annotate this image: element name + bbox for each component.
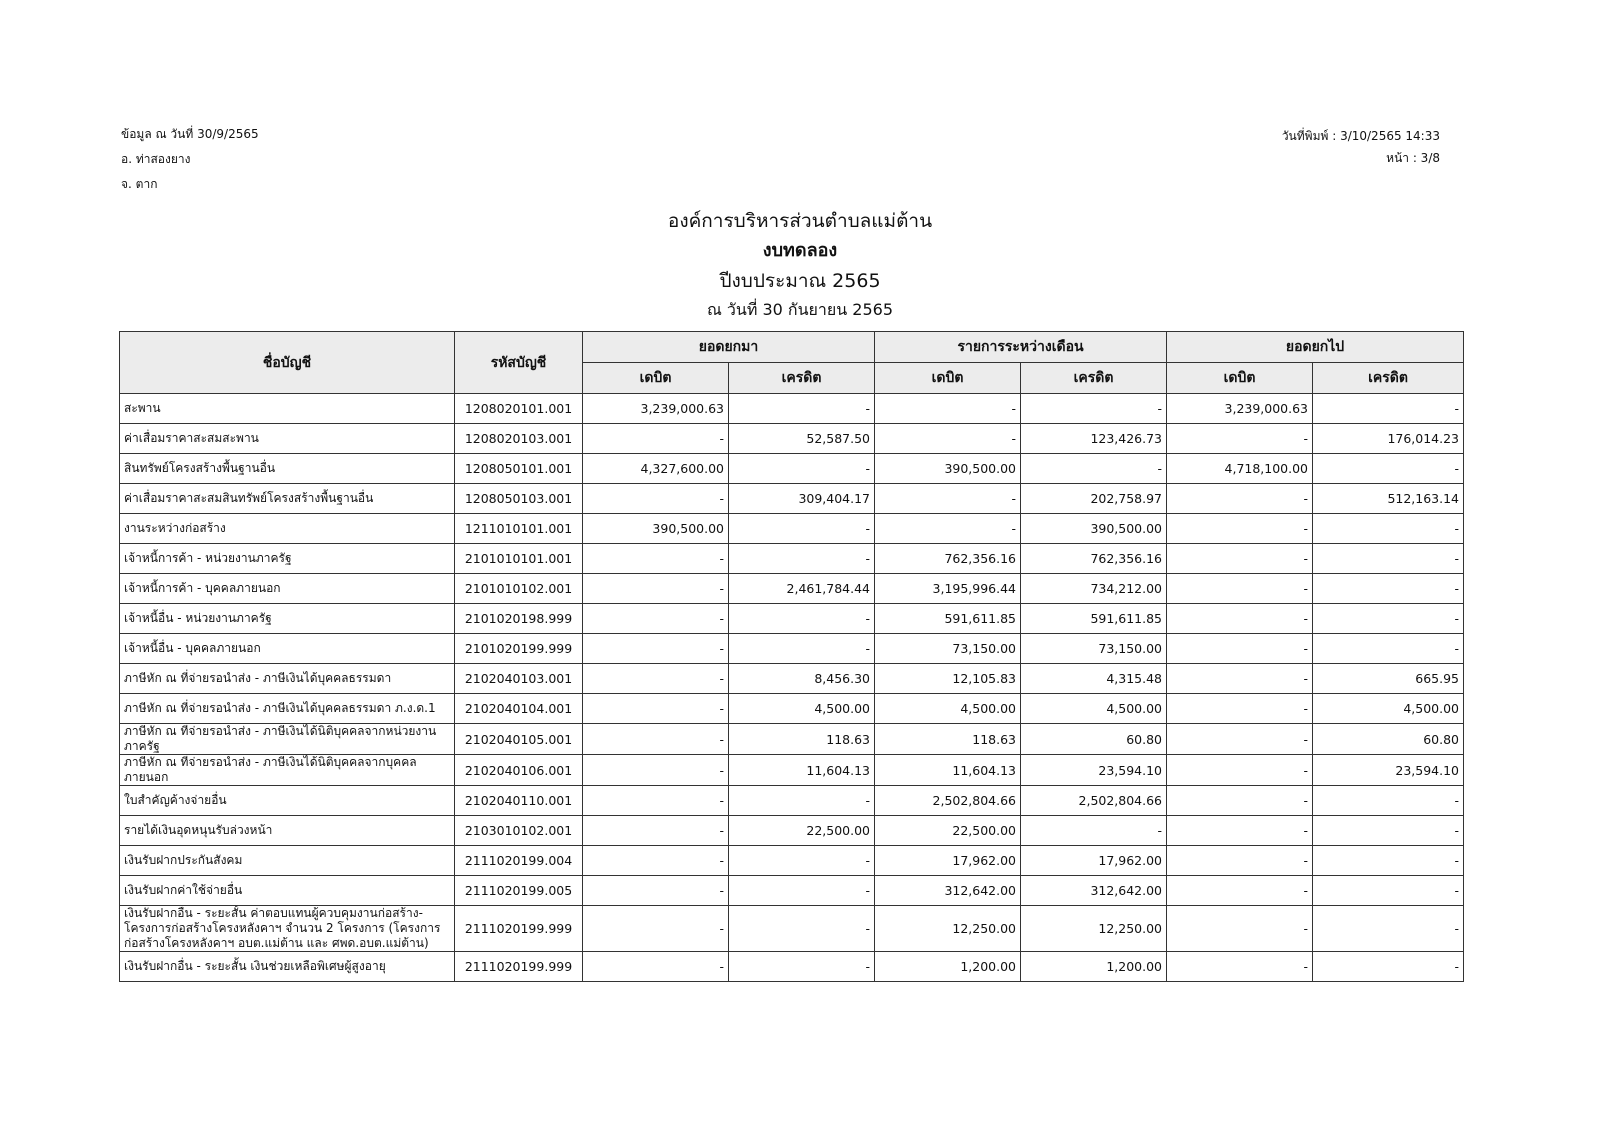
account-name-cell: เจ้าหนี้อื่น - หน่วยงานภาครัฐ bbox=[120, 604, 455, 634]
bf-debit-cell: - bbox=[583, 786, 729, 816]
header-debit: เดบิต bbox=[875, 363, 1021, 394]
header-during-month: รายการระหว่างเดือน bbox=[875, 332, 1167, 363]
month-debit-cell: 3,195,996.44 bbox=[875, 574, 1021, 604]
account-name-cell: ภาษีหัก ณ ที่จ่ายรอนำส่ง - ภาษีเงินได้บุคคลธรรมดา ภ.ง.ด.1 bbox=[120, 694, 455, 724]
month-credit-cell: 17,962.00 bbox=[1021, 846, 1167, 876]
month-debit-cell: - bbox=[875, 514, 1021, 544]
bf-debit-cell: - bbox=[583, 876, 729, 906]
report-meta-left bbox=[121, 122, 259, 197]
table-row bbox=[120, 816, 1464, 846]
bf-debit-cell: - bbox=[583, 604, 729, 634]
bf-debit-cell: 390,500.00 bbox=[583, 514, 729, 544]
data-date: ข้อมูล ณ วันที่ 30/9/2565 bbox=[121, 127, 259, 141]
month-credit-cell: 23,594.10 bbox=[1021, 755, 1167, 786]
bf-credit-cell: - bbox=[729, 786, 875, 816]
table-row bbox=[120, 846, 1464, 876]
account-name-cell: ค่าเสื่อมราคาสะสมสินทรัพย์โครงสร้างพื้นฐานอื่น bbox=[120, 484, 455, 514]
trial-balance-table bbox=[119, 331, 1464, 982]
month-debit-cell: - bbox=[875, 394, 1021, 424]
cf-credit-cell: - bbox=[1313, 846, 1464, 876]
bf-credit-cell: 118.63 bbox=[729, 724, 875, 755]
account-name-cell: เงินรับฝากอื่น - ระยะสั้น ค่าตอบแทนผู้ควบคุมงานก่อสร้าง-โครงการก่อสร้างโครงหลังคาฯ จำนวน 2 โครงการ (โครงการก่อสร้างโครงหลังคาฯ อบต.แม่ต้าน และ ศพด.อบต.แม่ต้าน) bbox=[120, 906, 455, 952]
fiscal-year: ปีงบประมาณ 2565 bbox=[719, 270, 881, 292]
bf-debit-cell: - bbox=[583, 694, 729, 724]
bf-credit-cell: 52,587.50 bbox=[729, 424, 875, 454]
cf-credit-cell: - bbox=[1313, 952, 1464, 982]
account-name-cell: เงินรับฝากอื่น - ระยะสั้น เงินช่วยเหลือพิเศษผู้สูงอายุ bbox=[120, 952, 455, 982]
page-number: หน้า : 3/8 bbox=[1386, 151, 1440, 165]
cf-credit-cell: 4,500.00 bbox=[1313, 694, 1464, 724]
bf-debit-cell: - bbox=[583, 755, 729, 786]
month-credit-cell: 734,212.00 bbox=[1021, 574, 1167, 604]
cf-debit-cell: - bbox=[1167, 724, 1313, 755]
report-titles bbox=[0, 206, 1600, 324]
month-debit-cell: 73,150.00 bbox=[875, 634, 1021, 664]
header-credit: เครดิต bbox=[1313, 363, 1464, 394]
bf-credit-cell: - bbox=[729, 952, 875, 982]
account-code-cell: 2102040105.001 bbox=[455, 724, 583, 755]
month-debit-cell: 12,105.83 bbox=[875, 664, 1021, 694]
month-credit-cell: 123,426.73 bbox=[1021, 424, 1167, 454]
table-row bbox=[120, 634, 1464, 664]
cf-credit-cell: 512,163.14 bbox=[1313, 484, 1464, 514]
cf-credit-cell: - bbox=[1313, 876, 1464, 906]
bf-credit-cell: 4,500.00 bbox=[729, 694, 875, 724]
header-credit: เครดิต bbox=[729, 363, 875, 394]
month-credit-cell: - bbox=[1021, 394, 1167, 424]
bf-debit-cell: - bbox=[583, 952, 729, 982]
bf-credit-cell: - bbox=[729, 846, 875, 876]
table-row bbox=[120, 786, 1464, 816]
bf-credit-cell: - bbox=[729, 454, 875, 484]
account-code-cell: 2111020199.005 bbox=[455, 876, 583, 906]
month-debit-cell: 12,250.00 bbox=[875, 906, 1021, 952]
month-credit-cell: 4,500.00 bbox=[1021, 694, 1167, 724]
month-credit-cell: 390,500.00 bbox=[1021, 514, 1167, 544]
cf-debit-cell: - bbox=[1167, 634, 1313, 664]
month-credit-cell: 202,758.97 bbox=[1021, 484, 1167, 514]
month-credit-cell: 60.80 bbox=[1021, 724, 1167, 755]
cf-debit-cell: - bbox=[1167, 952, 1313, 982]
account-name-cell: ค่าเสื่อมราคาสะสมสะพาน bbox=[120, 424, 455, 454]
header-account-name: ชื่อบัญชี bbox=[120, 332, 455, 394]
bf-debit-cell: - bbox=[583, 544, 729, 574]
cf-debit-cell: - bbox=[1167, 876, 1313, 906]
month-debit-cell: 22,500.00 bbox=[875, 816, 1021, 846]
month-credit-cell: 73,150.00 bbox=[1021, 634, 1167, 664]
cf-debit-cell: - bbox=[1167, 604, 1313, 634]
account-name-cell: สินทรัพย์โครงสร้างพื้นฐานอื่น bbox=[120, 454, 455, 484]
account-code-cell: 2111020199.999 bbox=[455, 906, 583, 952]
month-credit-cell: - bbox=[1021, 816, 1167, 846]
month-credit-cell: - bbox=[1021, 454, 1167, 484]
bf-debit-cell: - bbox=[583, 906, 729, 952]
account-code-cell: 2101020198.999 bbox=[455, 604, 583, 634]
account-name-cell: งานระหว่างก่อสร้าง bbox=[120, 514, 455, 544]
account-code-cell: 2111020199.004 bbox=[455, 846, 583, 876]
month-debit-cell: 4,500.00 bbox=[875, 694, 1021, 724]
cf-credit-cell: 176,014.23 bbox=[1313, 424, 1464, 454]
account-name-cell: เจ้าหนี้การค้า - หน่วยงานภาครัฐ bbox=[120, 544, 455, 574]
cf-debit-cell: - bbox=[1167, 544, 1313, 574]
table-row bbox=[120, 694, 1464, 724]
account-code-cell: 2102040104.001 bbox=[455, 694, 583, 724]
header-carried-forward: ยอดยกไป bbox=[1167, 332, 1464, 363]
account-code-cell: 2111020199.999 bbox=[455, 952, 583, 982]
table-row bbox=[120, 755, 1464, 786]
org-name: องค์การบริหารส่วนตำบลแม่ต้าน bbox=[667, 210, 933, 232]
account-code-cell: 1208050103.001 bbox=[455, 484, 583, 514]
bf-debit-cell: - bbox=[583, 846, 729, 876]
month-debit-cell: 2,502,804.66 bbox=[875, 786, 1021, 816]
cf-credit-cell: - bbox=[1313, 514, 1464, 544]
as-of-date: ณ วันที่ 30 กันยายน 2565 bbox=[706, 300, 894, 319]
header-brought-forward: ยอดยกมา bbox=[583, 332, 875, 363]
month-credit-cell: 762,356.16 bbox=[1021, 544, 1167, 574]
cf-debit-cell: - bbox=[1167, 424, 1313, 454]
bf-credit-cell: 2,461,784.44 bbox=[729, 574, 875, 604]
cf-debit-cell: - bbox=[1167, 664, 1313, 694]
account-code-cell: 1211010101.001 bbox=[455, 514, 583, 544]
account-code-cell: 2102040110.001 bbox=[455, 786, 583, 816]
account-name-cell: เจ้าหนี้อื่น - บุคคลภายนอก bbox=[120, 634, 455, 664]
report-title: งบทดลอง bbox=[762, 240, 838, 261]
account-code-cell: 2101010101.001 bbox=[455, 544, 583, 574]
account-code-cell: 2101010102.001 bbox=[455, 574, 583, 604]
bf-credit-cell: 22,500.00 bbox=[729, 816, 875, 846]
bf-credit-cell: - bbox=[729, 604, 875, 634]
bf-debit-cell: - bbox=[583, 574, 729, 604]
month-credit-cell: 312,642.00 bbox=[1021, 876, 1167, 906]
province: จ. ตาก bbox=[121, 177, 158, 191]
table-row bbox=[120, 952, 1464, 982]
month-debit-cell: 11,604.13 bbox=[875, 755, 1021, 786]
cf-debit-cell: - bbox=[1167, 786, 1313, 816]
bf-credit-cell: - bbox=[729, 394, 875, 424]
district: อ. ท่าสองยาง bbox=[121, 152, 191, 166]
cf-debit-cell: - bbox=[1167, 514, 1313, 544]
bf-debit-cell: 4,327,600.00 bbox=[583, 454, 729, 484]
account-name-cell: เงินรับฝากค่าใช้จ่ายอื่น bbox=[120, 876, 455, 906]
table-row bbox=[120, 574, 1464, 604]
cf-credit-cell: - bbox=[1313, 454, 1464, 484]
print-date: วันที่พิมพ์ : 3/10/2565 14:33 bbox=[1281, 129, 1440, 143]
account-code-cell: 1208020103.001 bbox=[455, 424, 583, 454]
bf-credit-cell: - bbox=[729, 634, 875, 664]
table-row bbox=[120, 394, 1464, 424]
bf-credit-cell: 309,404.17 bbox=[729, 484, 875, 514]
bf-debit-cell: - bbox=[583, 724, 729, 755]
month-debit-cell: - bbox=[875, 424, 1021, 454]
bf-credit-cell: - bbox=[729, 514, 875, 544]
month-credit-cell: 1,200.00 bbox=[1021, 952, 1167, 982]
month-credit-cell: 4,315.48 bbox=[1021, 664, 1167, 694]
bf-credit-cell: - bbox=[729, 544, 875, 574]
table-row bbox=[120, 514, 1464, 544]
cf-debit-cell: - bbox=[1167, 574, 1313, 604]
month-debit-cell: 1,200.00 bbox=[875, 952, 1021, 982]
bf-credit-cell: 8,456.30 bbox=[729, 664, 875, 694]
cf-debit-cell: - bbox=[1167, 694, 1313, 724]
cf-credit-cell: - bbox=[1313, 394, 1464, 424]
month-debit-cell: 591,611.85 bbox=[875, 604, 1021, 634]
bf-debit-cell: - bbox=[583, 484, 729, 514]
month-debit-cell: 17,962.00 bbox=[875, 846, 1021, 876]
cf-credit-cell: - bbox=[1313, 816, 1464, 846]
cf-debit-cell: - bbox=[1167, 484, 1313, 514]
account-code-cell: 2102040103.001 bbox=[455, 664, 583, 694]
month-debit-cell: - bbox=[875, 484, 1021, 514]
account-name-cell: ภาษีหัก ณ ที่จ่ายรอนำส่ง - ภาษีเงินได้นิติบุคคลจากหน่วยงานภาครัฐ bbox=[120, 724, 455, 755]
header-debit: เดบิต bbox=[1167, 363, 1313, 394]
bf-debit-cell: - bbox=[583, 424, 729, 454]
account-code-cell: 2102040106.001 bbox=[455, 755, 583, 786]
cf-credit-cell: - bbox=[1313, 604, 1464, 634]
account-code-cell: 2101020199.999 bbox=[455, 634, 583, 664]
cf-credit-cell: - bbox=[1313, 574, 1464, 604]
table-row bbox=[120, 876, 1464, 906]
bf-debit-cell: - bbox=[583, 634, 729, 664]
month-credit-cell: 591,611.85 bbox=[1021, 604, 1167, 634]
cf-debit-cell: - bbox=[1167, 846, 1313, 876]
month-debit-cell: 762,356.16 bbox=[875, 544, 1021, 574]
table-row bbox=[120, 424, 1464, 454]
cf-credit-cell: - bbox=[1313, 634, 1464, 664]
month-credit-cell: 2,502,804.66 bbox=[1021, 786, 1167, 816]
cf-credit-cell: - bbox=[1313, 786, 1464, 816]
cf-credit-cell: 665.95 bbox=[1313, 664, 1464, 694]
cf-debit-cell: - bbox=[1167, 906, 1313, 952]
bf-debit-cell: 3,239,000.63 bbox=[583, 394, 729, 424]
account-code-cell: 2103010102.001 bbox=[455, 816, 583, 846]
table-row bbox=[120, 664, 1464, 694]
cf-credit-cell: - bbox=[1313, 544, 1464, 574]
cf-debit-cell: 3,239,000.63 bbox=[1167, 394, 1313, 424]
report-meta-right bbox=[1282, 125, 1440, 169]
bf-debit-cell: - bbox=[583, 816, 729, 846]
account-name-cell: สะพาน bbox=[120, 394, 455, 424]
month-debit-cell: 118.63 bbox=[875, 724, 1021, 755]
cf-credit-cell: - bbox=[1313, 906, 1464, 952]
account-code-cell: 1208050101.001 bbox=[455, 454, 583, 484]
cf-debit-cell: - bbox=[1167, 816, 1313, 846]
account-code-cell: 1208020101.001 bbox=[455, 394, 583, 424]
header-debit: เดบิต bbox=[583, 363, 729, 394]
bf-credit-cell: - bbox=[729, 906, 875, 952]
table-row bbox=[120, 724, 1464, 755]
month-debit-cell: 390,500.00 bbox=[875, 454, 1021, 484]
table-row bbox=[120, 906, 1464, 952]
account-name-cell: ภาษีหัก ณ ที่จ่ายรอนำส่ง - ภาษีเงินได้บุคคลธรรมดา bbox=[120, 664, 455, 694]
account-name-cell: รายได้เงินอุดหนุนรับล่วงหน้า bbox=[120, 816, 455, 846]
bf-debit-cell: - bbox=[583, 664, 729, 694]
bf-credit-cell: - bbox=[729, 876, 875, 906]
cf-debit-cell: - bbox=[1167, 755, 1313, 786]
table-row bbox=[120, 454, 1464, 484]
cf-credit-cell: 60.80 bbox=[1313, 724, 1464, 755]
month-debit-cell: 312,642.00 bbox=[875, 876, 1021, 906]
account-name-cell: เงินรับฝากประกันสังคม bbox=[120, 846, 455, 876]
bf-credit-cell: 11,604.13 bbox=[729, 755, 875, 786]
header-account-code: รหัสบัญชี bbox=[455, 332, 583, 394]
account-name-cell: เจ้าหนี้การค้า - บุคคลภายนอก bbox=[120, 574, 455, 604]
cf-credit-cell: 23,594.10 bbox=[1313, 755, 1464, 786]
cf-debit-cell: 4,718,100.00 bbox=[1167, 454, 1313, 484]
table-row bbox=[120, 484, 1464, 514]
month-credit-cell: 12,250.00 bbox=[1021, 906, 1167, 952]
table-row bbox=[120, 544, 1464, 574]
account-name-cell: ใบสำคัญค้างจ่ายอื่น bbox=[120, 786, 455, 816]
account-name-cell: ภาษีหัก ณ ที่จ่ายรอนำส่ง - ภาษีเงินได้นิติบุคคลจากบุคคลภายนอก bbox=[120, 755, 455, 786]
table-body bbox=[120, 394, 1464, 982]
table-row bbox=[120, 604, 1464, 634]
header-credit: เครดิต bbox=[1021, 363, 1167, 394]
